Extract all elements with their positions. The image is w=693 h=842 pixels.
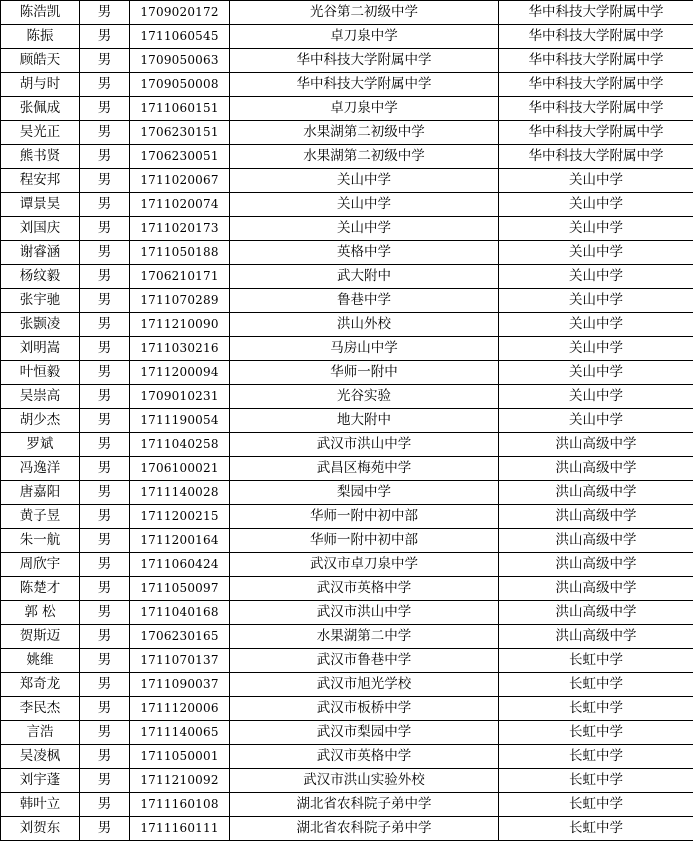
- student-name-cell: 冯逸洋: [1, 457, 80, 481]
- table-row: [1, 721, 693, 745]
- graduating-school-cell: 华师一附中初中部: [230, 529, 499, 553]
- graduating-school-cell: 地大附中: [230, 409, 499, 433]
- student-name-cell: 张宇驰: [1, 289, 80, 313]
- student-name-cell: 黄子昱: [1, 505, 80, 529]
- gender-cell: 男: [80, 697, 130, 721]
- graduating-school-cell: 关山中学: [230, 169, 499, 193]
- admitted-school-cell: 华中科技大学附属中学: [499, 145, 693, 169]
- table-row: [1, 505, 693, 529]
- admitted-school-cell: 华中科技大学附属中学: [499, 25, 693, 49]
- admitted-school-cell: 洪山高级中学: [499, 481, 693, 505]
- student-name-cell: 朱一航: [1, 529, 80, 553]
- graduating-school-cell: 华师一附中: [230, 361, 499, 385]
- student-name-cell: 熊书贤: [1, 145, 80, 169]
- student-id-cell: 1711030216: [130, 337, 230, 361]
- student-name-cell: 李民杰: [1, 697, 80, 721]
- graduating-school-cell: 光谷实验: [230, 385, 499, 409]
- student-name-cell: 陈振: [1, 25, 80, 49]
- admitted-school-cell: 华中科技大学附属中学: [499, 121, 693, 145]
- graduating-school-cell: 武汉市洪山中学: [230, 601, 499, 625]
- student-name-cell: 胡与时: [1, 73, 80, 97]
- graduating-school-cell: 洪山外校: [230, 313, 499, 337]
- student-name-cell: 言浩: [1, 721, 80, 745]
- student-name-cell: 唐嘉阳: [1, 481, 80, 505]
- graduating-school-cell: 关山中学: [230, 193, 499, 217]
- table-row: [1, 745, 693, 769]
- graduating-school-cell: 武汉市卓刀泉中学: [230, 553, 499, 577]
- student-id-cell: 1711120006: [130, 697, 230, 721]
- graduating-school-cell: 关山中学: [230, 217, 499, 241]
- admitted-school-cell: 关山中学: [499, 265, 693, 289]
- admitted-school-cell: 长虹中学: [499, 673, 693, 697]
- gender-cell: 男: [80, 745, 130, 769]
- table-row: [1, 25, 693, 49]
- student-id-cell: 1711210090: [130, 313, 230, 337]
- gender-cell: 男: [80, 625, 130, 649]
- gender-cell: 男: [80, 793, 130, 817]
- student-id-cell: 1709050008: [130, 73, 230, 97]
- gender-cell: 男: [80, 265, 130, 289]
- table-row: [1, 361, 693, 385]
- graduating-school-cell: 武汉市英格中学: [230, 745, 499, 769]
- graduating-school-cell: 湖北省农科院子弟中学: [230, 793, 499, 817]
- table-body: [1, 1, 693, 841]
- student-name-cell: 刘明嵩: [1, 337, 80, 361]
- graduating-school-cell: 武汉市板桥中学: [230, 697, 499, 721]
- student-id-cell: 1706230051: [130, 145, 230, 169]
- admitted-school-cell: 华中科技大学附属中学: [499, 1, 693, 25]
- table-row: [1, 289, 693, 313]
- admitted-school-cell: 关山中学: [499, 169, 693, 193]
- student-id-cell: 1711140065: [130, 721, 230, 745]
- gender-cell: 男: [80, 481, 130, 505]
- student-id-cell: 1711200215: [130, 505, 230, 529]
- admitted-school-cell: 关山中学: [499, 241, 693, 265]
- admitted-school-cell: 关山中学: [499, 409, 693, 433]
- student-id-cell: 1711060151: [130, 97, 230, 121]
- gender-cell: 男: [80, 553, 130, 577]
- student-id-cell: 1711200094: [130, 361, 230, 385]
- table-row: [1, 385, 693, 409]
- student-name-cell: 姚维: [1, 649, 80, 673]
- table-row: [1, 145, 693, 169]
- table-row: [1, 337, 693, 361]
- gender-cell: 男: [80, 817, 130, 841]
- table-row: [1, 313, 693, 337]
- graduating-school-cell: 马房山中学: [230, 337, 499, 361]
- gender-cell: 男: [80, 457, 130, 481]
- student-name-cell: 张颢凌: [1, 313, 80, 337]
- gender-cell: 男: [80, 601, 130, 625]
- table-row: [1, 793, 693, 817]
- admitted-school-cell: 华中科技大学附属中学: [499, 97, 693, 121]
- student-id-cell: 1706230151: [130, 121, 230, 145]
- admitted-school-cell: 洪山高级中学: [499, 625, 693, 649]
- table-row: [1, 409, 693, 433]
- graduating-school-cell: 梨园中学: [230, 481, 499, 505]
- student-name-cell: 郑奇龙: [1, 673, 80, 697]
- student-id-cell: 1711050001: [130, 745, 230, 769]
- gender-cell: 男: [80, 505, 130, 529]
- student-id-cell: 1711160111: [130, 817, 230, 841]
- graduating-school-cell: 光谷第二初级中学: [230, 1, 499, 25]
- table-row: [1, 817, 693, 841]
- graduating-school-cell: 武汉市鲁巷中学: [230, 649, 499, 673]
- table-row: [1, 433, 693, 457]
- student-name-cell: 郭 松: [1, 601, 80, 625]
- admitted-school-cell: 洪山高级中学: [499, 529, 693, 553]
- admitted-school-cell: 关山中学: [499, 193, 693, 217]
- student-id-cell: 1711050097: [130, 577, 230, 601]
- gender-cell: 男: [80, 721, 130, 745]
- admitted-school-cell: 长虹中学: [499, 817, 693, 841]
- student-name-cell: 吴崇高: [1, 385, 80, 409]
- student-id-cell: 1709010231: [130, 385, 230, 409]
- admitted-school-cell: 洪山高级中学: [499, 577, 693, 601]
- table-row: [1, 649, 693, 673]
- gender-cell: 男: [80, 217, 130, 241]
- gender-cell: 男: [80, 433, 130, 457]
- student-name-cell: 吴凌枫: [1, 745, 80, 769]
- student-id-cell: 1711040168: [130, 601, 230, 625]
- student-name-cell: 陈浩凯: [1, 1, 80, 25]
- admitted-school-cell: 关山中学: [499, 313, 693, 337]
- graduating-school-cell: 华师一附中初中部: [230, 505, 499, 529]
- gender-cell: 男: [80, 1, 130, 25]
- gender-cell: 男: [80, 73, 130, 97]
- student-id-cell: 1711020173: [130, 217, 230, 241]
- admitted-school-cell: 长虹中学: [499, 745, 693, 769]
- admitted-school-cell: 关山中学: [499, 337, 693, 361]
- student-name-cell: 程安邦: [1, 169, 80, 193]
- table-row: [1, 481, 693, 505]
- student-name-cell: 叶恒毅: [1, 361, 80, 385]
- gender-cell: 男: [80, 97, 130, 121]
- student-name-cell: 罗斌: [1, 433, 80, 457]
- graduating-school-cell: 鲁巷中学: [230, 289, 499, 313]
- student-id-cell: 1706100021: [130, 457, 230, 481]
- admitted-school-cell: 长虹中学: [499, 769, 693, 793]
- gender-cell: 男: [80, 25, 130, 49]
- gender-cell: 男: [80, 145, 130, 169]
- student-name-cell: 韩叶立: [1, 793, 80, 817]
- gender-cell: 男: [80, 361, 130, 385]
- gender-cell: 男: [80, 577, 130, 601]
- student-id-cell: 1711060424: [130, 553, 230, 577]
- gender-cell: 男: [80, 769, 130, 793]
- student-id-cell: 1709020172: [130, 1, 230, 25]
- admitted-school-cell: 关山中学: [499, 289, 693, 313]
- student-id-cell: 1711190054: [130, 409, 230, 433]
- student-name-cell: 顾皓天: [1, 49, 80, 73]
- graduating-school-cell: 水果湖第二初级中学: [230, 121, 499, 145]
- admitted-school-cell: 华中科技大学附属中学: [499, 49, 693, 73]
- student-name-cell: 刘国庆: [1, 217, 80, 241]
- admitted-school-cell: 关山中学: [499, 361, 693, 385]
- student-id-cell: 1711090037: [130, 673, 230, 697]
- admitted-school-cell: 长虹中学: [499, 793, 693, 817]
- admitted-school-cell: 长虹中学: [499, 697, 693, 721]
- graduating-school-cell: 水果湖第二中学: [230, 625, 499, 649]
- student-id-cell: 1711040258: [130, 433, 230, 457]
- graduating-school-cell: 卓刀泉中学: [230, 97, 499, 121]
- student-name-cell: 谢睿涵: [1, 241, 80, 265]
- student-id-cell: 1711020067: [130, 169, 230, 193]
- table-row: [1, 697, 693, 721]
- table-row: [1, 265, 693, 289]
- student-name-cell: 谭景昊: [1, 193, 80, 217]
- table-row: [1, 553, 693, 577]
- graduating-school-cell: 水果湖第二初级中学: [230, 145, 499, 169]
- graduating-school-cell: 华中科技大学附属中学: [230, 73, 499, 97]
- student-name-cell: 陈楚才: [1, 577, 80, 601]
- student-name-cell: 张佩成: [1, 97, 80, 121]
- admitted-school-cell: 关山中学: [499, 217, 693, 241]
- student-name-cell: 杨纹毅: [1, 265, 80, 289]
- student-name-cell: 贺斯迈: [1, 625, 80, 649]
- gender-cell: 男: [80, 169, 130, 193]
- gender-cell: 男: [80, 313, 130, 337]
- graduating-school-cell: 卓刀泉中学: [230, 25, 499, 49]
- gender-cell: 男: [80, 385, 130, 409]
- gender-cell: 男: [80, 121, 130, 145]
- table-row: [1, 457, 693, 481]
- graduating-school-cell: 武汉市英格中学: [230, 577, 499, 601]
- admitted-school-cell: 洪山高级中学: [499, 505, 693, 529]
- student-id-cell: 1711140028: [130, 481, 230, 505]
- student-id-cell: 1711210092: [130, 769, 230, 793]
- table-row: [1, 193, 693, 217]
- student-id-cell: 1711060545: [130, 25, 230, 49]
- graduating-school-cell: 武汉市洪山实验外校: [230, 769, 499, 793]
- table-row: [1, 73, 693, 97]
- gender-cell: 男: [80, 409, 130, 433]
- table-row: [1, 241, 693, 265]
- admitted-school-cell: 长虹中学: [499, 649, 693, 673]
- student-id-cell: 1711050188: [130, 241, 230, 265]
- gender-cell: 男: [80, 193, 130, 217]
- gender-cell: 男: [80, 241, 130, 265]
- admitted-school-cell: 洪山高级中学: [499, 433, 693, 457]
- student-name-cell: 周欣宇: [1, 553, 80, 577]
- gender-cell: 男: [80, 673, 130, 697]
- table-row: [1, 673, 693, 697]
- graduating-school-cell: 武汉市洪山中学: [230, 433, 499, 457]
- student-id-cell: 1706230165: [130, 625, 230, 649]
- student-id-cell: 1711020074: [130, 193, 230, 217]
- student-name-cell: 吴光正: [1, 121, 80, 145]
- admitted-school-cell: 洪山高级中学: [499, 601, 693, 625]
- table-row: [1, 769, 693, 793]
- table-row: [1, 97, 693, 121]
- student-name-cell: 刘宇蓬: [1, 769, 80, 793]
- table-row: [1, 217, 693, 241]
- table-row: [1, 169, 693, 193]
- admitted-school-cell: 洪山高级中学: [499, 457, 693, 481]
- table-row: [1, 577, 693, 601]
- student-id-cell: 1711200164: [130, 529, 230, 553]
- gender-cell: 男: [80, 529, 130, 553]
- graduating-school-cell: 武昌区梅苑中学: [230, 457, 499, 481]
- student-id-cell: 1709050063: [130, 49, 230, 73]
- student-id-cell: 1706210171: [130, 265, 230, 289]
- graduating-school-cell: 武汉市旭光学校: [230, 673, 499, 697]
- graduating-school-cell: 湖北省农科院子弟中学: [230, 817, 499, 841]
- gender-cell: 男: [80, 289, 130, 313]
- table-row: [1, 1, 693, 25]
- student-id-cell: 1711070137: [130, 649, 230, 673]
- gender-cell: 男: [80, 337, 130, 361]
- table-row: [1, 601, 693, 625]
- student-name-cell: 胡少杰: [1, 409, 80, 433]
- admitted-school-cell: 关山中学: [499, 385, 693, 409]
- admitted-school-cell: 长虹中学: [499, 721, 693, 745]
- table-row: [1, 121, 693, 145]
- admitted-school-cell: 华中科技大学附属中学: [499, 73, 693, 97]
- graduating-school-cell: 华中科技大学附属中学: [230, 49, 499, 73]
- table-row: [1, 49, 693, 73]
- admitted-school-cell: 洪山高级中学: [499, 553, 693, 577]
- student-name-cell: 刘贺东: [1, 817, 80, 841]
- student-id-cell: 1711070289: [130, 289, 230, 313]
- graduating-school-cell: 英格中学: [230, 241, 499, 265]
- gender-cell: 男: [80, 49, 130, 73]
- graduating-school-cell: 武大附中: [230, 265, 499, 289]
- gender-cell: 男: [80, 649, 130, 673]
- graduating-school-cell: 武汉市梨园中学: [230, 721, 499, 745]
- student-id-cell: 1711160108: [130, 793, 230, 817]
- table-row: [1, 625, 693, 649]
- table-row: [1, 529, 693, 553]
